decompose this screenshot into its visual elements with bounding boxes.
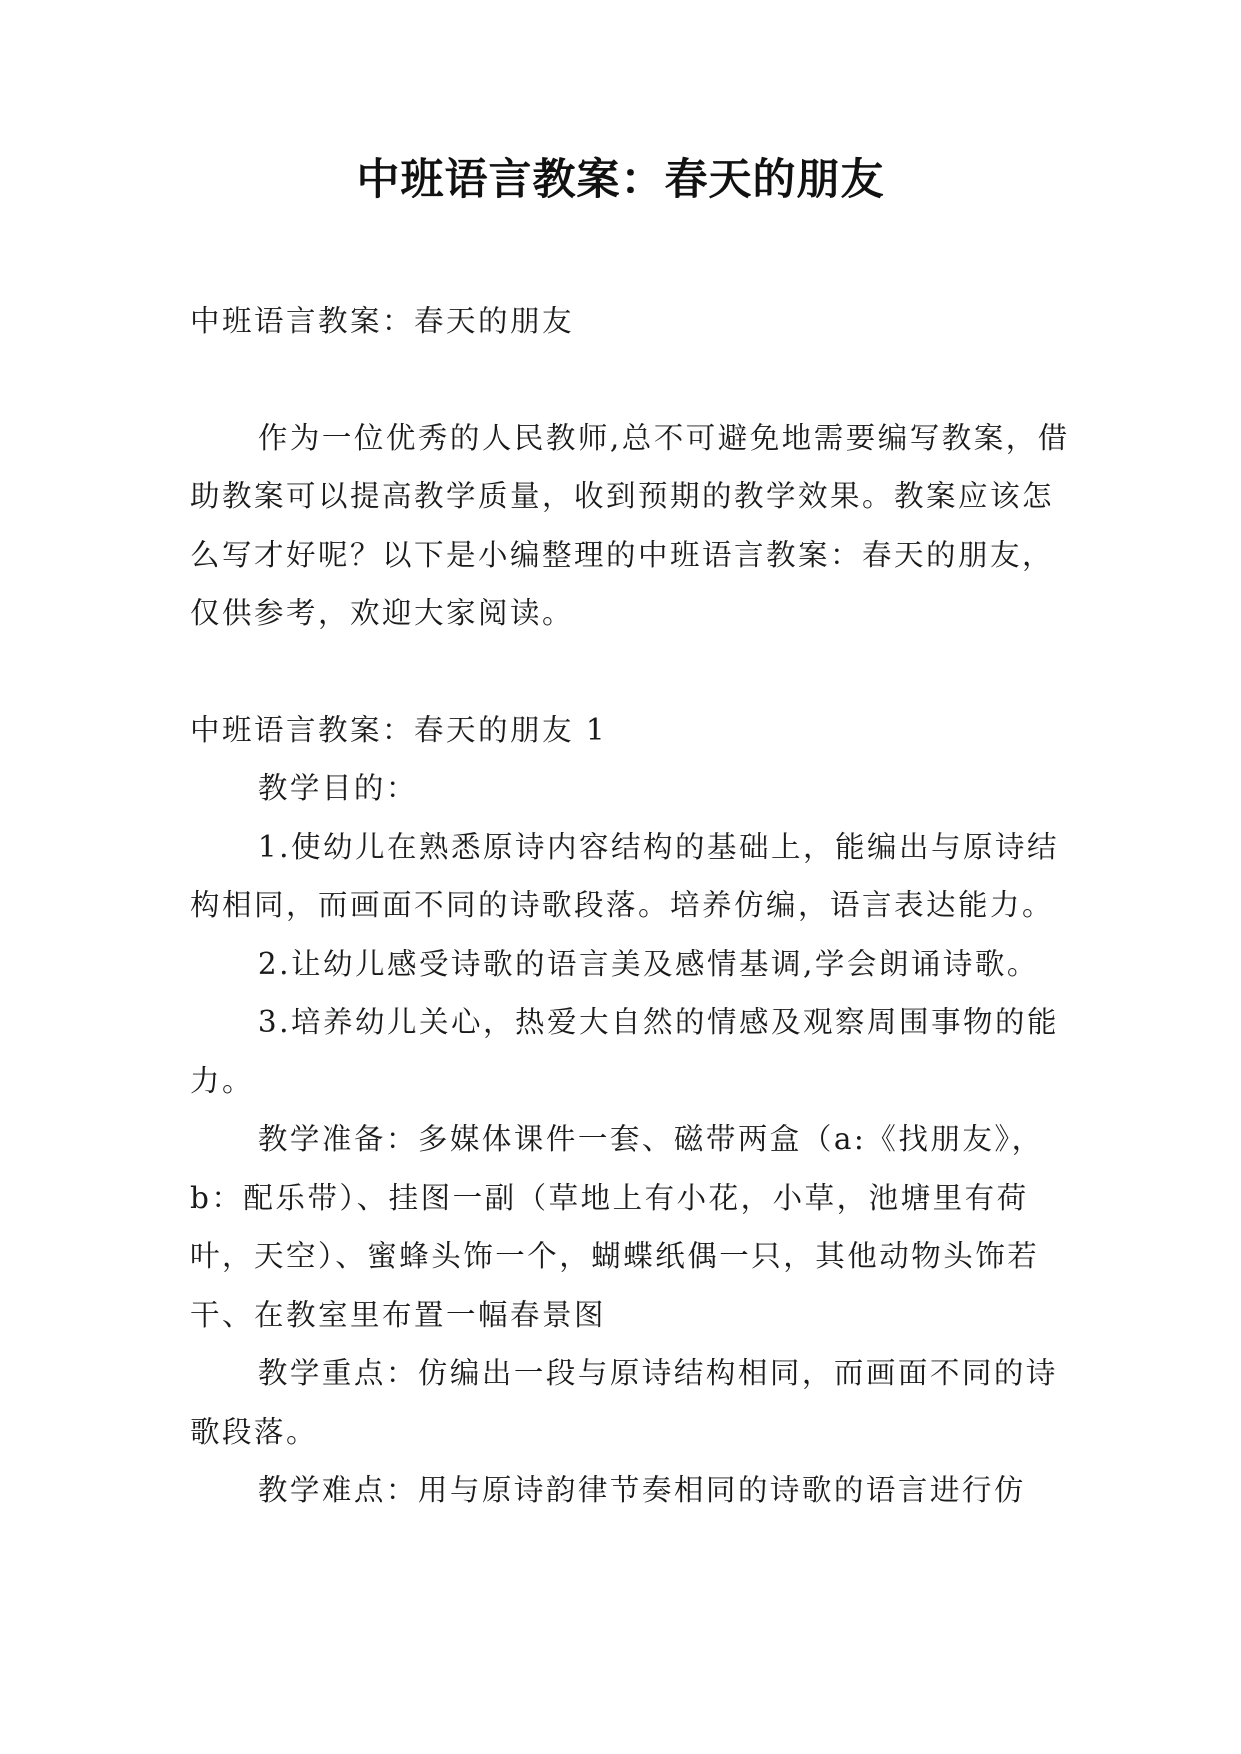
focus-paragraph: 教学重点：仿编出一段与原诗结构相同，而画面不同的诗歌段落。	[190, 1356, 1058, 1449]
difficulty-paragraph: 教学难点：用与原诗韵律节奏相同的诗歌的语言进行仿	[257, 1473, 1026, 1507]
subtitle-paragraph: 中班语言教案：春天的朋友	[190, 304, 575, 338]
document-body	[190, 292, 1070, 1520]
document-title: 中班语言教案：春天的朋友	[356, 155, 885, 205]
section-heading: 中班语言教案：春天的朋友 1	[190, 712, 608, 747]
goal-heading: 教学目的：	[257, 771, 418, 805]
preparation-paragraph: 教学准备：多媒体课件一套、磁带两盒（a:《找朋友》，b：配乐带）、挂图一副（草地上有小花，小草，池塘里有荷叶，天空）、蜜蜂头饰一个，蝴蝶纸偶一只，其他动物头饰若干、在教室里布置一幅春景图	[190, 1122, 1044, 1332]
goal-item-3: 3.培养幼儿关心，热爱大自然的情感及观察周围事物的能力。	[190, 1005, 1059, 1098]
goal-item-2: 2.让幼儿感受诗歌的语言美及感情基调,学会朗诵诗歌。	[257, 946, 1039, 981]
intro-paragraph: 作为一位优秀的人民教师,总不可避免地需要编写教案，借助教案可以提高教学质量，收到预期的教学效果。教案应该怎么写才好呢？以下是小编整理的中班语言教案：春天的朋友，仅供参考，欢迎大家阅读。	[190, 420, 1070, 630]
goal-item-1: 1.使幼儿在熟悉原诗内容结构的基础上，能编出与原诗结构相同，而画面不同的诗歌段落。培养仿编，语言表达能力。	[190, 829, 1059, 922]
